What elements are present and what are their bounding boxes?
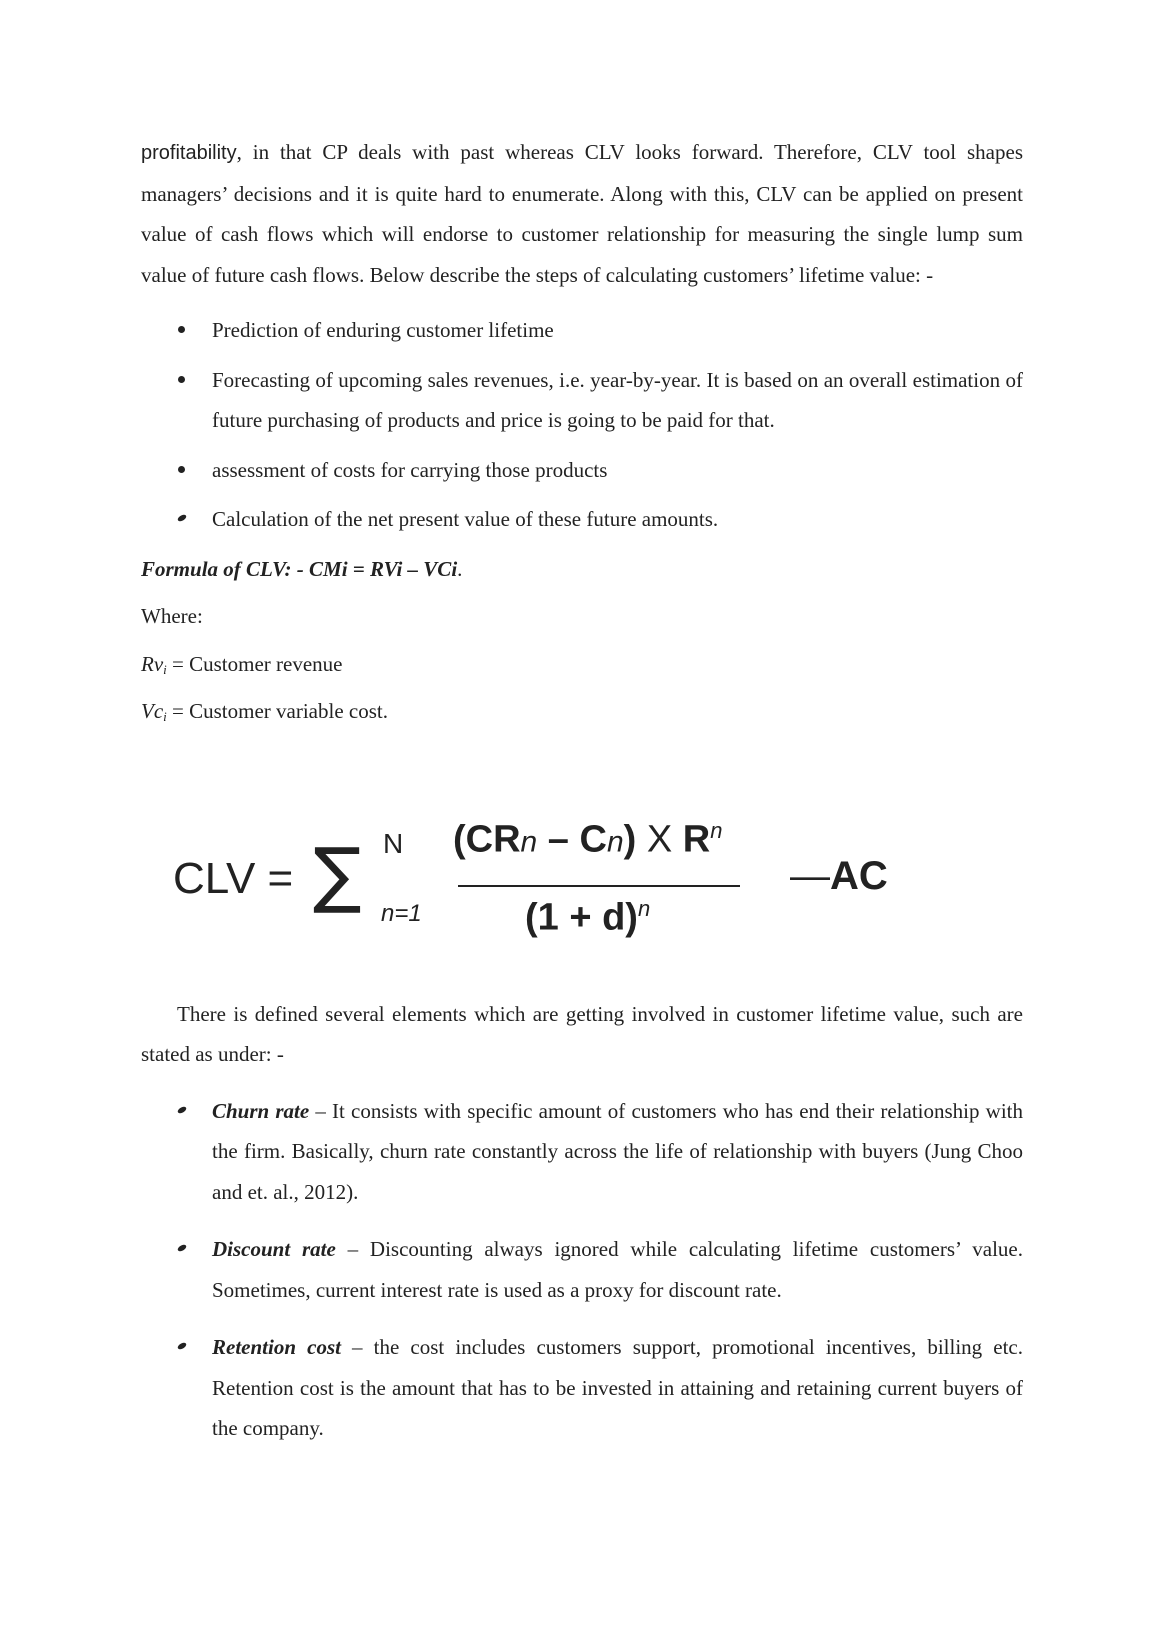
formula-period: .: [457, 556, 463, 581]
bullet-icon: [177, 514, 186, 523]
elements-paragraph: There is defined several elements which are getting involved in customer lifetime value, such are stated as under: -: [141, 1001, 1023, 1066]
term-label: Churn rate: [212, 1098, 310, 1123]
definition-subscript: i: [163, 709, 167, 724]
term-label: Discount rate: [212, 1237, 336, 1261]
bullet-icon: [177, 1244, 186, 1253]
denominator-base: (1 + d): [525, 896, 638, 939]
list-item-text: Prediction of enduring customer lifetime: [212, 318, 554, 342]
term-description: – the cost includes customers support, promotional incentives, billing etc. Retention cost is the amount that has to be invested in attaining and retaining current buyers of the company.: [212, 1335, 1024, 1440]
definition-variable-cost: [141, 691, 1023, 732]
denominator-exponent: n: [637, 895, 651, 921]
list-item-text: Calculation of the net present value of these future amounts.: [212, 507, 719, 531]
term-description: – It consists with specific amount of customers who has end their relationship with the firm. Basically, churn rate constantly across the life of relationship with buyers (Jung Choo and et. al., 2012).: [212, 1098, 1024, 1204]
list-item: [141, 1229, 1023, 1310]
numerator-part: (CR: [453, 818, 521, 861]
definitions: [141, 596, 1023, 732]
clv-equation-image: [173, 817, 933, 970]
definition-revenue: [141, 644, 1023, 685]
formula-text: Formula of CLV: - CMi = RVi – VCi: [141, 556, 458, 581]
fraction-bar: [458, 885, 740, 887]
numerator-n: n: [520, 825, 538, 859]
bullet-icon: [177, 1105, 186, 1114]
list-item: [141, 1327, 1023, 1449]
numerator-r: R: [682, 818, 711, 861]
numerator-part: – C: [547, 818, 607, 861]
intro-first-word: profitability: [141, 142, 237, 164]
list-item-text: assessment of costs for carrying those products: [212, 457, 608, 482]
bullet-icon: [178, 466, 185, 473]
sum-lower-limit: n=1: [381, 899, 422, 927]
list-item-text: Forecasting of upcoming sales revenues, i.e. year-by-year. It is based on an overall estimation of future purchasing of products and price is going to be paid for that.: [212, 367, 1023, 432]
list-item: [141, 360, 1023, 441]
numerator-times: X: [646, 818, 673, 861]
intro-paragraph: [141, 132, 1023, 295]
list-item: [141, 450, 1023, 491]
bullet-icon: [178, 376, 185, 383]
equation-lhs: CLV =: [173, 853, 294, 903]
numerator-part: ): [623, 818, 637, 861]
sum-upper-limit: N: [383, 827, 404, 859]
formula-heading: [141, 549, 1023, 590]
bullet-icon: [177, 1342, 186, 1351]
numerator-exponent: n: [710, 817, 723, 843]
clv-steps-list: [141, 310, 1023, 540]
list-item: [141, 310, 1023, 351]
document-page: [141, 132, 1023, 1449]
definition-subscript: i: [163, 661, 167, 677]
term-label: Retention cost: [212, 1335, 341, 1359]
equation-numerator: [453, 818, 722, 862]
list-item: [141, 499, 1023, 540]
minus-dash: —: [790, 853, 830, 898]
definition-text: = Customer variable cost.: [166, 699, 388, 723]
numerator-n: n: [606, 825, 624, 859]
ac-label: AC: [830, 853, 888, 898]
acquisition-cost-term: [790, 854, 888, 899]
bullet-icon: [178, 326, 185, 333]
definition-symbol: Vc: [141, 699, 164, 723]
term-description: – Discounting always ignored while calculating lifetime customers’ value. Sometimes, current interest rate is used as a proxy for discount rate.: [212, 1237, 1023, 1302]
sigma-icon: ∑: [313, 831, 362, 916]
definition-symbol: Rv: [141, 651, 164, 676]
list-item: [141, 1091, 1023, 1213]
where-label: Where:: [141, 604, 203, 628]
definition-text: = Customer revenue: [166, 651, 343, 676]
clv-elements-list: [141, 1091, 1023, 1449]
equation-denominator: [525, 896, 650, 940]
intro-text: , in that CP deals with past whereas CLV looks forward. Therefore, CLV tool shapes managers’ decisions and it is quite hard to enumerate. Along with this, CLV can be applied on present value of cash flows which will endorse to customer relationship for measuring the single lump sum value of future cash flows. Below describe the steps of calculating customers’ lifetime value: -: [141, 140, 1023, 287]
